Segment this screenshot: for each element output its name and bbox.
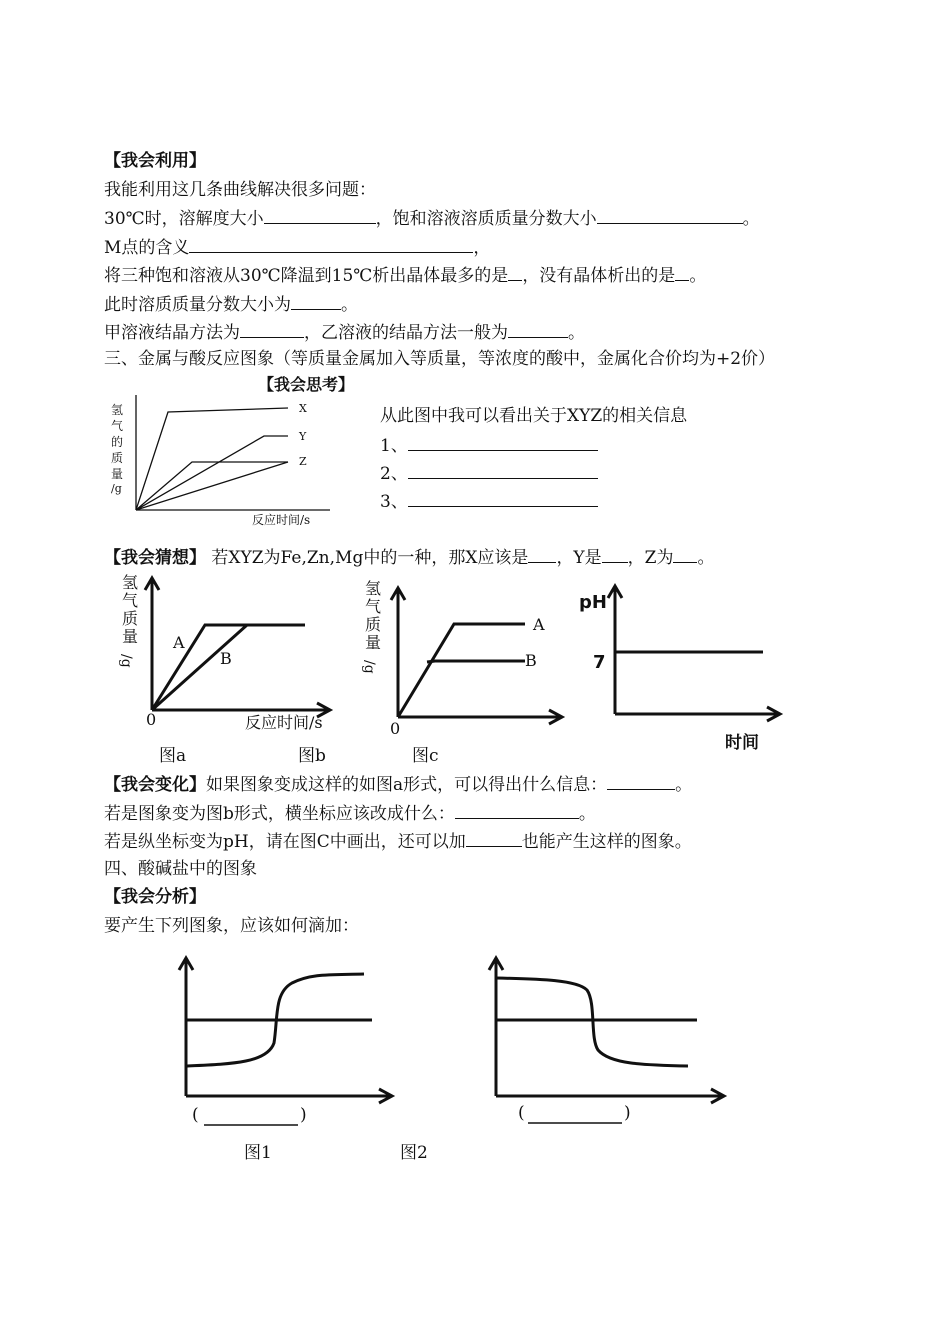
blank[interactable] (597, 207, 743, 224)
series-b-label: B (220, 649, 232, 668)
series-x-line (136, 408, 288, 510)
diagonal-line (136, 462, 288, 510)
y-axis-label: 气 (111, 419, 124, 433)
series-b-line (152, 625, 247, 710)
figure-c (575, 572, 795, 757)
y-axis-label: 氢 (111, 403, 124, 417)
blank[interactable] (508, 321, 568, 338)
blank[interactable] (508, 264, 522, 281)
change-line-2: 若是图象变为图b形式，横坐标应该改成什么： 。 (104, 804, 596, 824)
answer-paren: ) (624, 1103, 631, 1123)
blank[interactable] (408, 462, 598, 479)
xyz-graph (100, 370, 355, 530)
y-axis-label: pH (579, 592, 607, 613)
blank[interactable] (528, 546, 556, 563)
series-x-label: X (299, 402, 307, 415)
y-axis-label: 质 (365, 615, 382, 634)
info-item-2: 2、 (380, 462, 598, 485)
y-axis-label: 量 (111, 467, 124, 481)
text-line: 30℃时，溶解度大小 ，饱和溶液溶质质量分数大小 。 (104, 209, 760, 229)
text-line: 甲溶液结晶方法为 ，乙溶液的结晶方法一般为 。 (104, 323, 585, 343)
y-axis-label: /g (118, 654, 134, 668)
x-axis-label: 反应时间/s (252, 513, 311, 527)
x-axis-label: 反应时间/s (245, 713, 323, 732)
guess-line: 【我会猜想】 若XYZ为Fe,Zn,Mg中的一种，那X应该是 ，Y是 ，Z为 。 (104, 548, 715, 568)
info-title: 从此图中我可以看出关于XYZ的相关信息 (380, 406, 688, 426)
analysis-prompt: 要产生下列图象，应该如何滴加： (104, 916, 359, 936)
blank[interactable] (607, 773, 675, 790)
answer-paren: ) (300, 1105, 307, 1125)
y-axis-label: 量 (365, 633, 382, 652)
blank[interactable] (240, 321, 304, 338)
y-axis-label: 量 (122, 627, 139, 646)
figure-1 (172, 948, 402, 1138)
y-axis-label: 气 (365, 597, 382, 616)
blank[interactable] (264, 207, 376, 224)
figure-2 (482, 948, 722, 1138)
caption-fig-c: 图c (412, 746, 439, 766)
change-line-1: 【我会变化】如果图象变成这样的如图a形式，可以得出什么信息： 。 (104, 775, 693, 795)
falling-curve (496, 978, 688, 1066)
change-line-3: 若是纵坐标变为pH，请在图C中画出，还可以加 也能产生这样的图象。 (104, 832, 692, 852)
series-b-label: B (525, 651, 537, 670)
blank[interactable] (455, 802, 579, 819)
origin-label: 0 (146, 710, 157, 729)
blank[interactable] (673, 546, 697, 563)
caption-fig-b: 图b (298, 746, 326, 766)
blank[interactable] (602, 546, 628, 563)
y-axis-label: /g (111, 482, 122, 495)
info-item-1: 1、 (380, 434, 598, 457)
caption-fig-2: 图2 (400, 1143, 428, 1163)
text-line: 将三种饱和溶液从30℃降温到15℃析出晶体最多的是 ，没有晶体析出的是 。 (104, 266, 707, 286)
blank[interactable] (189, 236, 473, 253)
answer-paren: ( (518, 1103, 525, 1123)
section-title: 三、金属与酸反应图象（等质量金属加入等质量，等浓度的酸中，金属化合价均为+2价） (104, 349, 776, 369)
text-line: 我能利用这几条曲线解决很多问题： (104, 180, 376, 200)
blank[interactable] (466, 830, 522, 847)
analysis-heading: 【我会分析】 (104, 887, 206, 907)
section-heading-use: 【我会利用】 (104, 151, 206, 171)
text-line: M点的含义 ， (104, 238, 491, 258)
y-axis-label: 氢 (365, 579, 382, 598)
series-a-label: A (173, 633, 185, 652)
x-axis-label: 时间 (725, 733, 759, 753)
series-a-line (398, 624, 525, 717)
origin-label: 0 (390, 719, 401, 738)
figure-a (110, 572, 360, 742)
guess-heading: 【我会猜想】 (104, 548, 206, 568)
change-heading: 【我会变化】 (104, 775, 206, 795)
info-item-3: 3、 (380, 490, 598, 513)
caption-fig-a: 图a (159, 746, 187, 766)
answer-paren: ( (192, 1105, 199, 1125)
y-axis-label: 质 (122, 609, 139, 628)
y-axis-label: /g (361, 660, 377, 674)
blank[interactable] (291, 293, 341, 310)
blank[interactable] (675, 264, 689, 281)
think-heading: 【我会思考】 (258, 375, 355, 394)
series-z-label: Z (299, 455, 307, 468)
series-a-label: A (533, 615, 545, 634)
text-line: 此时溶质质量分数大小为 。 (104, 295, 358, 315)
series-y-label: Y (299, 430, 307, 443)
blank[interactable] (408, 434, 598, 451)
section-title: 四、酸碱盐中的图象 (104, 859, 257, 879)
y-axis-label: 的 (111, 435, 124, 449)
blank[interactable] (408, 490, 598, 507)
series-b-line (427, 661, 525, 662)
y-axis-label: 氢 (122, 573, 139, 592)
y-axis-label: 气 (122, 591, 139, 610)
figure-b (360, 572, 580, 742)
y-axis-label: 质 (111, 451, 124, 465)
series-y-line (136, 436, 288, 510)
y-tick-label: 7 (593, 652, 606, 673)
caption-fig-1: 图1 (244, 1143, 272, 1163)
